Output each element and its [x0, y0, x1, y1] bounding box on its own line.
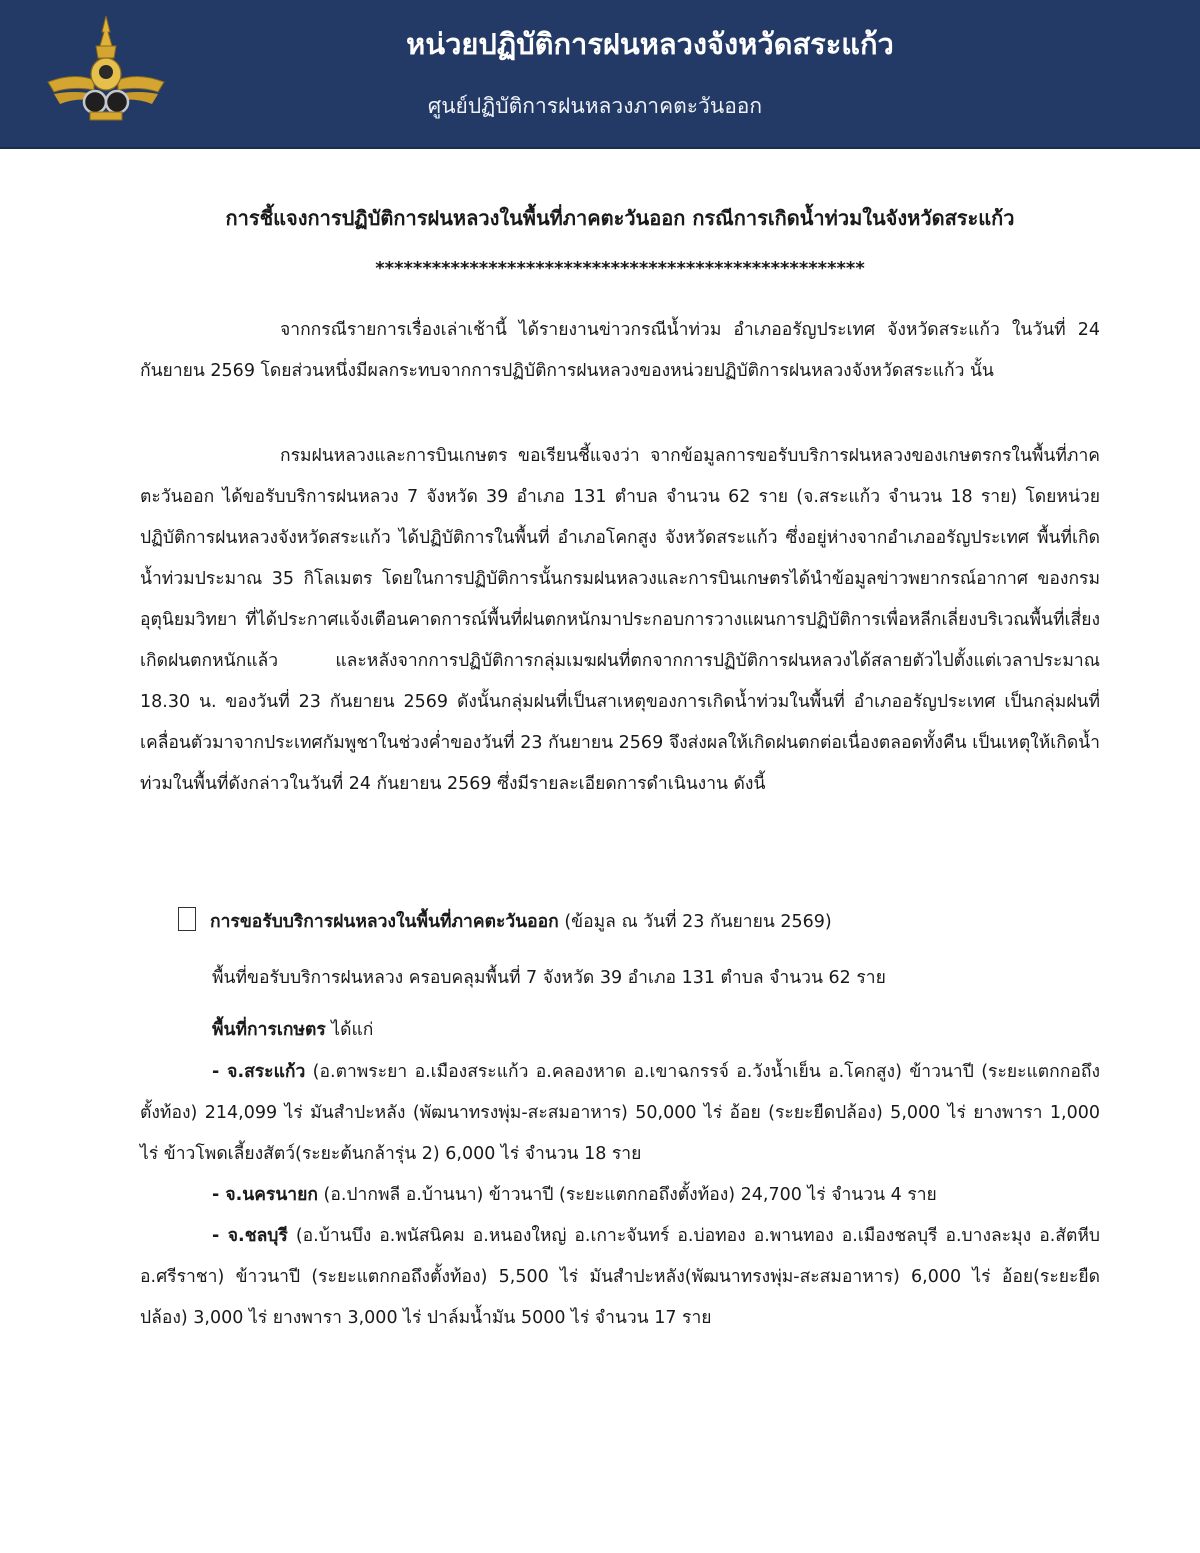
province-detail: (อ.ตาพระยา อ.เมืองสระแก้ว อ.คลองหาด อ.เขาฉกรรจ์ อ.วังน้ำเย็น อ.โคกสูง) ข้าวนาปี (ระยะแตกกอถึงตั้งท้อง) 214,099 ไร่ มันสำปะหลัง (พัฒนาทรงพุ่ม-สะสมอาหาร) 50,000 ไร่ อ้อย (ระยะยืดปล้อง) 5,000 ไร่ ยางพารา 1,000 ไร่ ข้าวโพดเลี้ยงสัตว์(ระยะต้นกล้ารุ่น 2) 6,000 ไร่ จำนวน 18 ราย	[140, 1062, 1100, 1164]
province-name: - จ.สระแก้ว	[212, 1062, 306, 1082]
province-chonburi	[140, 1216, 1100, 1339]
paragraph-1: จากกรณีรายการเรื่องเล่าเช้านี้ ได้รายงานข่าวกรณีน้ำท่วม อำเภออรัญประเทศ จังหวัดสระแก้ว ในวันที่ 24 กันยายน 2569 โดยส่วนหนึ่งมีผลกระทบจากการปฏิบัติการฝนหลวงของหน่วยปฏิบัติการฝนหลวงจังหวัดสระแก้ว นั้น	[140, 320, 1100, 381]
royal-rainmaking-emblem-icon	[44, 12, 168, 130]
asterisk-separator: ****************************************************	[375, 258, 865, 279]
province-detail: (อ.ปากพลี อ.บ้านนา) ข้าวนาปี (ระยะแตกกอถึงตั้งท้อง) 24,700 ไร่ จำนวน 4 ราย	[317, 1185, 937, 1205]
province-detail: (อ.บ้านบึง อ.พนัสนิคม อ.หนองใหญ่ อ.เกาะจันทร์ อ.บ่อทอง อ.พานทอง อ.เมืองชลบุรี อ.บางละมุง อ.สัตหีบ อ.ศรีราชา) ข้าวนาปี (ระยะแตกกอถึงตั้งท้อง) 5,500 ไร่ มันสำปะหลัง(พัฒนาทรงพุ่ม-สะสมอาหาร) 6,000 ไร่ อ้อย(ระยะยืดปล้อง) 3,000 ไร่ ยางพารา 3,000 ไร่ ปาล์มน้ำมัน 5000 ไร่ จำนวน 17 ราย	[140, 1226, 1100, 1328]
paragraph-2: กรมฝนหลวงและการบินเกษตร ขอเรียนชี้แจงว่า จากข้อมูลการขอรับบริการฝนหลวงของเกษตรกรในพื้นที่ภาคตะวันออก ได้ขอรับบริการฝนหลวง 7 จังหวัด 39 อำเภอ 131 ตำบล จำนวน 62 ราย (จ.สระแก้ว จำนวน 18 ราย) โดยหน่วยปฏิบัติการฝนหลวงจังหวัดสระแก้ว ได้ปฏิบัติการในพื้นที่ อำเภอโคกสูง จังหวัดสระแก้ว ซึ่งอยู่ห่างจากอำเภออรัญประเทศ พื้นที่เกิดน้ำท่วมประมาณ 35 กิโลเมตร โดยในการปฏิบัติการนั้นกรมฝนหลวงและการบินเกษตรได้นำข้อมูลข่าวพยากรณ์อากาศ ของกรมอุตุนิยมวิทยา ที่ได้ประกาศแจ้งเตือนคาดการณ์พื้นที่ฝนตกหนักมาประกอบการวางแผนการปฏิบัติการเพื่อหลีกเลี่ยงบริเวณพื้นที่เสี่ยงเกิดฝนตกหนักแล้ว และหลังจากการปฏิบัติการกลุ่มเมฆฝนที่ตกจากการปฏิบัติการฝนหลวงได้สลายตัวไปตั้งแต่เวลาประมาณ 18.30 น. ของวันที่ 23 กันยายน 2569 ดังนั้นกลุ่มฝนที่เป็นสาเหตุของการเกิดน้ำท่วมในพื้นที่ อำเภออรัญประเทศ เป็นกลุ่มฝนที่เคลื่อนตัวมาจากประเทศกัมพูชาในช่วงค่ำของวันที่ 23 กันยายน 2569 จึงส่งผลให้เกิดฝนตกต่อเนื่องตลอดทั้งคืน เป็นเหตุให้เกิดน้ำท่วมในพื้นที่ดังกล่าวในวันที่ 24 กันยายน 2569 ซึ่งมีรายละเอียดการดำเนินงาน ดังนี้	[140, 446, 1100, 794]
header-banner	[0, 0, 1200, 149]
header-subtitle: ศูนย์ปฏิบัติการฝนหลวงภาคตะวันออก	[427, 94, 763, 118]
section-heading	[178, 906, 1108, 938]
document-title: การชี้แจงการปฏิบัติการฝนหลวงในพื้นที่ภาคตะวันออก กรณีการเกิดน้ำท่วมในจังหวัดสระแก้ว	[225, 206, 1015, 230]
province-name: - จ.ชลบุรี	[212, 1226, 288, 1246]
province-nakhon-nayok	[140, 1175, 1100, 1216]
agriculture-rest: ได้แก่	[325, 1020, 374, 1040]
section-heading-bold: การขอรับบริการฝนหลวงในพื้นที่ภาคตะวันออก	[210, 912, 559, 932]
agriculture-label: พื้นที่การเกษตร	[212, 1020, 326, 1040]
section-heading-date: (ข้อมูล ณ วันที่ 23 กันยายน 2569)	[558, 912, 832, 932]
agriculture-line	[212, 1010, 1112, 1051]
header-title: หน่วยปฏิบัติการฝนหลวงจังหวัดสระแก้ว	[406, 27, 894, 61]
province-sakaeo	[140, 1052, 1100, 1175]
area-line: พื้นที่ขอรับบริการฝนหลวง ครอบคลุมพื้นที่ 7 จังหวัด 39 อำเภอ 131 ตำบล จำนวน 62 ราย	[212, 968, 886, 988]
checkbox[interactable]	[178, 907, 196, 931]
province-name: - จ.นครนายก	[212, 1185, 318, 1205]
